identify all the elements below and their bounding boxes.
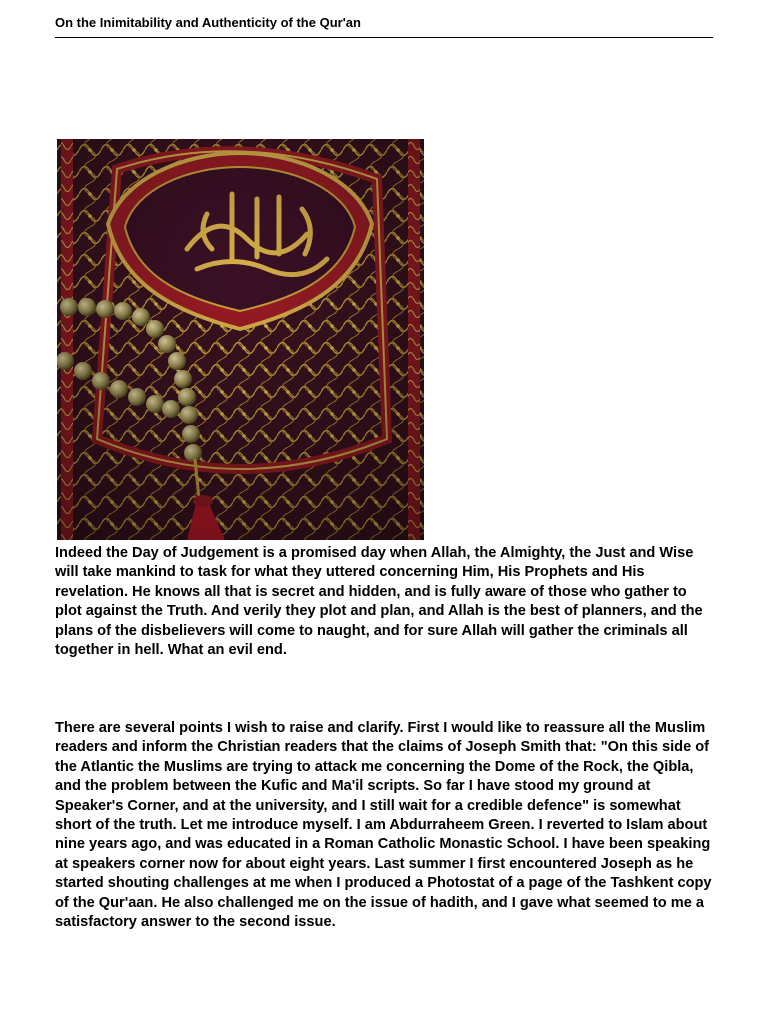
quran-cover-with-beads-icon: [57, 139, 424, 540]
body-paragraph-1: Indeed the Day of Judgement is a promised day when Allah, the Almighty, the Just and Wise will take mankind to task for what they uttered concerning Him, His Prophets and His revelation. He knows all that is secret and hidden, and is fully aware of those who gather to plot against the Truth. And verily they plot and plan, and Allah is the best of planners, and the plans of the disbelievers will come to naught, and for sure Allah will gather the criminals all together in hell. What an evil end.: [55, 545, 703, 659]
quran-cover-image: [57, 139, 424, 540]
document-title: On the Inimitability and Authenticity of the Qur'an: [55, 15, 361, 30]
page-header: [55, 14, 713, 38]
body-paragraph-2: There are several points I wish to raise and clarify. First I would like to reassure all the Muslim readers and inform the Christian readers that the claims of Joseph Smith that: "On this side of the Atlantic the Muslims are trying to attack me concerning the Dome of the Rock, the Qibla, and the problem between the Kufic and Ma'il scripts. So far I have stood my ground at Speaker's Corner, and at the university, and I still wait for a credible defence" is somewhat short of the truth. Let me introduce myself. I am Abdurraheem Green. I reverted to Islam about nine years ago, and was educated in a Roman Catholic Monastic School. I have been speaking at speakers corner now for about eight years. Last summer I first encountered Joseph as he started shouting challenges at me when I produced a Photostat of a page of the Tashkent copy of the Qur'aan. He also challenged me on the issue of hadith, and I gave what seemed to me a satisfactory answer to the second issue.: [55, 720, 712, 931]
